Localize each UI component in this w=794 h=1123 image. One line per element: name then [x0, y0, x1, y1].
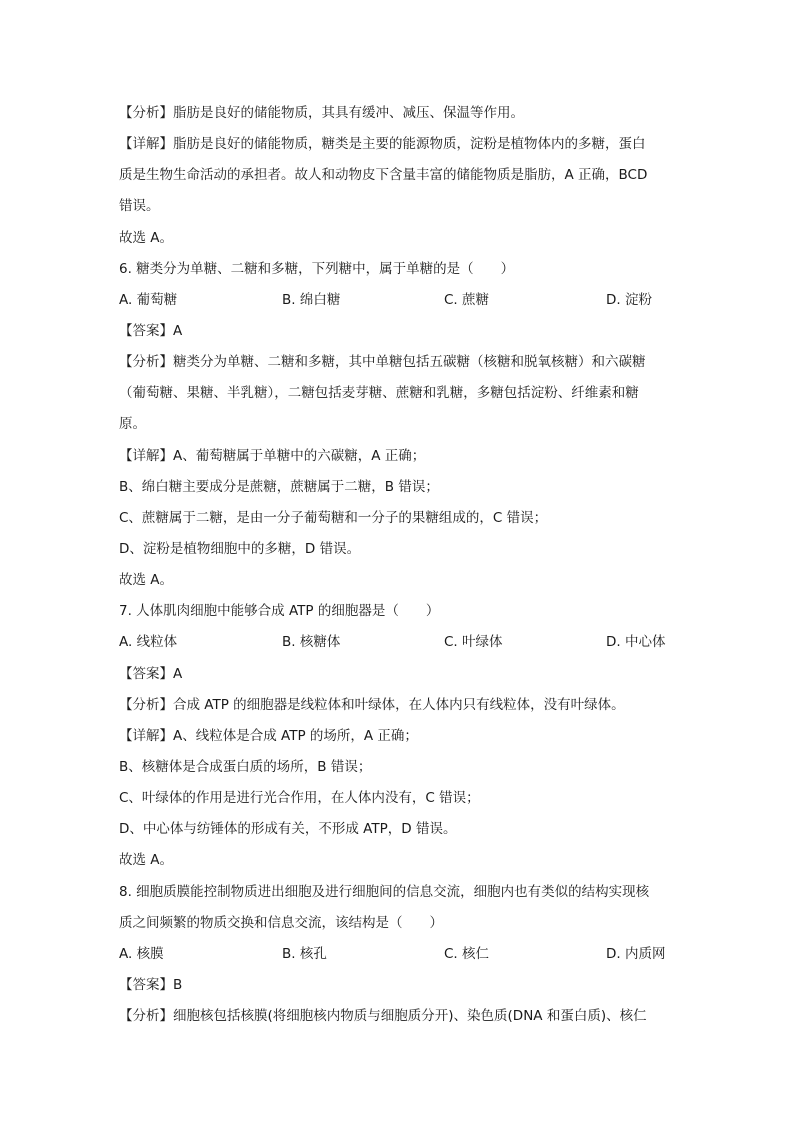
analysis-q6-line2: （葡萄糖、果糖、半乳糖），二糖包括麦芽糖、蔗糖和乳糖，多糖包括淀粉、纤维素和糖: [119, 385, 639, 401]
option-q6-a: A. 葡萄糖: [119, 292, 178, 308]
option-q8-d: D. 内质网: [606, 946, 666, 962]
options-q7: [119, 632, 679, 652]
explanation-q5-line3: 错误。: [119, 198, 160, 214]
analysis-q6-line3: 原。: [119, 416, 146, 432]
conclusion-q5: 故选 A。: [119, 230, 174, 246]
options-q6: [119, 290, 679, 310]
option-q8-a: A. 核膜: [119, 946, 164, 962]
analysis-q7: 【分析】合成 ATP 的细胞器是线粒体和叶绿体，在人体内只有线粒体，没有叶绿体。: [119, 697, 625, 713]
explanation-q6-b: B、绵白糖主要成分是蔗糖，蔗糖属于二糖，B 错误；: [119, 479, 439, 495]
explanation-q5-line1: 【详解】脂肪是良好的储能物质，糖类是主要的能源物质，淀粉是植物体内的多糖，蛋白: [119, 136, 646, 152]
option-q7-d: D. 中心体: [606, 634, 666, 650]
option-q8-c: C. 核仁: [444, 946, 490, 962]
explanation-q5-line2: 质是生物生命活动的承担者。故人和动物皮下含量丰富的储能物质是脂肪，A 正确，BCD: [119, 167, 648, 183]
question-6: 6. 糖类分为单糖、二糖和多糖，下列糖中，属于单糖的是（ ）: [119, 261, 515, 277]
option-q8-b: B. 核孔: [282, 946, 327, 962]
question-8-line1: 8. 细胞质膜能控制物质进出细胞及进行细胞间的信息交流，细胞内也有类似的结构实现核: [119, 884, 650, 900]
option-q6-d: D. 淀粉: [606, 292, 652, 308]
question-7: 7. 人体肌肉细胞中能够合成 ATP 的细胞器是（ ）: [119, 603, 440, 619]
answer-q6: 【答案】A: [119, 323, 183, 339]
option-q6-b: B. 绵白糖: [282, 292, 341, 308]
analysis-q8: 【分析】细胞核包括核膜(将细胞核内物质与细胞质分开)、染色质(DNA 和蛋白质)、核仁: [119, 1008, 647, 1024]
answer-q7: 【答案】A: [119, 666, 183, 682]
conclusion-q6: 故选 A。: [119, 572, 174, 588]
explanation-q6-a: 【详解】A、葡萄糖属于单糖中的六碳糖，A 正确；: [119, 448, 426, 464]
question-8-line2: 质之间频繁的物质交换和信息交流，该结构是（ ）: [119, 915, 443, 931]
option-q7-c: C. 叶绿体: [444, 634, 503, 650]
analysis-q5: 【分析】脂肪是良好的储能物质，其具有缓冲、减压、保温等作用。: [119, 105, 524, 121]
analysis-q6-line1: 【分析】糖类分为单糖、二糖和多糖，其中单糖包括五碳糖（核糖和脱氧核糖）和六碳糖: [119, 354, 646, 370]
explanation-q7-d: D、中心体与纺锤体的形成有关，不形成 ATP，D 错误。: [119, 821, 457, 837]
answer-q8: 【答案】B: [119, 977, 183, 993]
conclusion-q7: 故选 A。: [119, 852, 174, 868]
option-q7-a: A. 线粒体: [119, 634, 178, 650]
explanation-q6-c: C、蔗糖属于二糖，是由一分子葡萄糖和一分子的果糖组成的，C 错误；: [119, 510, 548, 526]
options-q8: [119, 944, 679, 964]
option-q6-c: C. 蔗糖: [444, 292, 490, 308]
explanation-q7-c: C、叶绿体的作用是进行光合作用，在人体内没有，C 错误；: [119, 790, 480, 806]
explanation-q7-b: B、核糖体是合成蛋白质的场所，B 错误；: [119, 759, 372, 775]
option-q7-b: B. 核糖体: [282, 634, 341, 650]
explanation-q6-d: D、淀粉是植物细胞中的多糖，D 错误。: [119, 541, 361, 557]
explanation-q7-a: 【详解】A、线粒体是合成 ATP 的场所，A 正确；: [119, 728, 418, 744]
